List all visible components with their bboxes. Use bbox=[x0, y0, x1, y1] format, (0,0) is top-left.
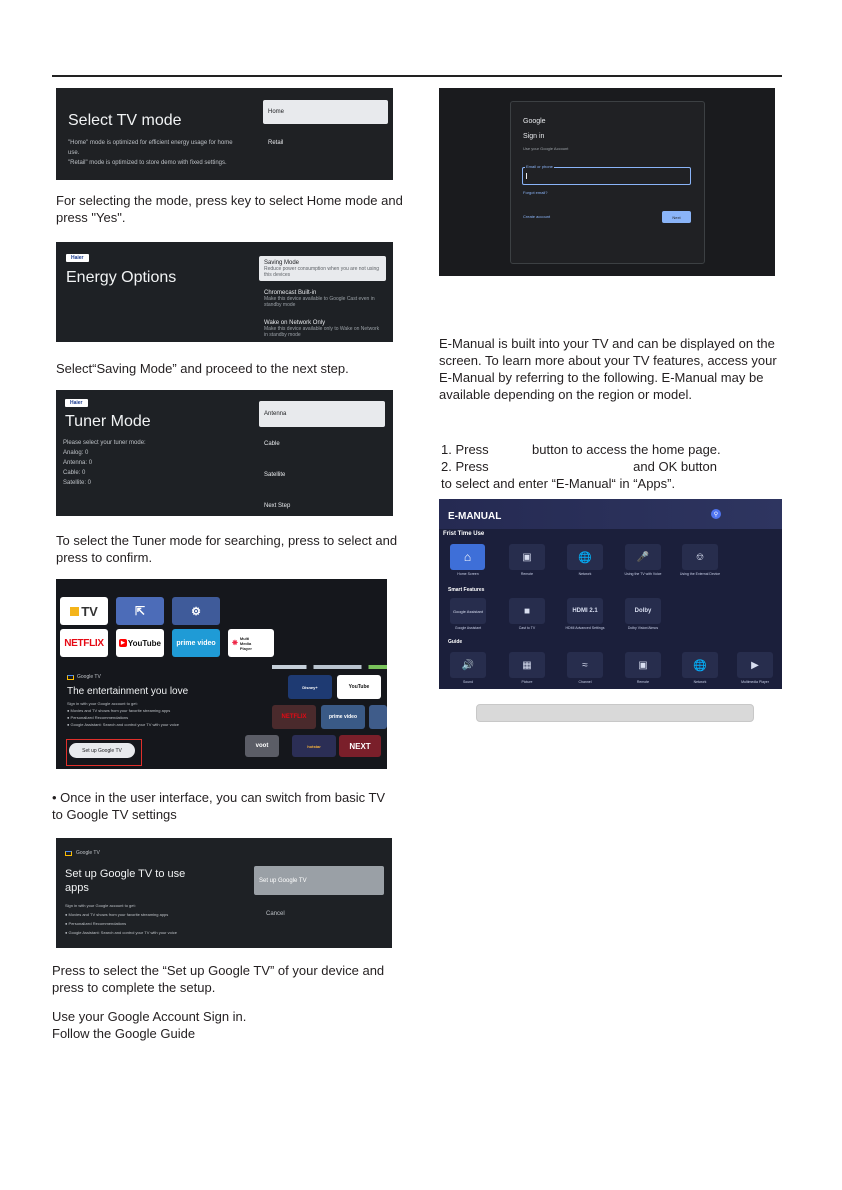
haier-logo: Haier bbox=[65, 399, 88, 407]
sound-label: Sound bbox=[462, 680, 474, 684]
tuner-line-intro: Please select your tuner mode: bbox=[63, 440, 146, 446]
guide-network-label: Network bbox=[693, 680, 707, 684]
setup-badge: Google TV bbox=[76, 850, 100, 856]
channel-icon[interactable]: ≈ bbox=[567, 652, 603, 678]
dolby-icon[interactable] bbox=[625, 598, 661, 624]
tv-mode-desc: "Home" mode is optimized for efficient energy usage for home use. bbox=[68, 140, 233, 156]
setup-bullet-2-text: Personalized Recommendations bbox=[68, 921, 127, 926]
tv-mode-screen bbox=[56, 88, 393, 180]
tuner-line-cable: Cable: 0 bbox=[63, 470, 86, 476]
setup-bullet-1-text: Movies and TV shows from your favorite streaming apps bbox=[68, 912, 169, 917]
channel-label: Channel bbox=[578, 680, 592, 684]
hdmi-badge: HDMI 2.1 bbox=[572, 608, 598, 614]
energy-option-wake[interactable] bbox=[259, 318, 386, 340]
tuner-option-next-step[interactable]: Next Step bbox=[264, 503, 291, 509]
voot-label: voot bbox=[255, 743, 269, 749]
tuner-line-satellite: Satellite: 0 bbox=[63, 480, 92, 486]
tv-mode-option-home[interactable]: Home bbox=[263, 100, 388, 124]
dolby-badge: Dolby bbox=[634, 608, 652, 614]
tuner-line-antenna: Antenna: 0 bbox=[63, 460, 93, 466]
home-screen-label: Home Screen bbox=[457, 572, 479, 576]
google-tv-icon bbox=[67, 675, 74, 680]
setup-bullet-1: ● Movies and TV shows from your favorite streaming apps bbox=[65, 912, 169, 917]
energy-option-saving[interactable] bbox=[259, 256, 386, 281]
tuner-line-analog: Analog: 0 bbox=[63, 450, 89, 456]
voot-poster[interactable] bbox=[245, 735, 279, 757]
settings-tile[interactable] bbox=[172, 597, 220, 625]
hdmi-icon[interactable] bbox=[567, 598, 603, 624]
energy-screen bbox=[56, 242, 393, 342]
home-bullet-2: ● Personalized Recommendations bbox=[67, 715, 129, 720]
energy-option-wake-sub: Make this device available only to Wake on Network in standby mode bbox=[264, 326, 380, 338]
home-caption: • Once in the user interface, you can switch from basic TV to Google TV settings bbox=[52, 790, 386, 822]
disney-poster[interactable] bbox=[288, 675, 332, 699]
remote-icon[interactable]: ▣ bbox=[509, 544, 545, 570]
setup-title: Set up Google TV to use apps bbox=[65, 868, 186, 894]
guide-remote-icon[interactable]: ▣ bbox=[625, 652, 661, 678]
next-poster[interactable] bbox=[339, 735, 381, 757]
netflix-tile[interactable] bbox=[60, 629, 108, 657]
gear-icon: ⚙ bbox=[191, 605, 201, 618]
google-logo-text: Google bbox=[523, 118, 546, 125]
google-assistant-badge: Google Assistant bbox=[452, 608, 484, 614]
email-field-label: Email or phone bbox=[526, 164, 553, 169]
energy-option-saving-label: Saving Mode bbox=[264, 259, 300, 266]
disney-label: Disney+ bbox=[302, 684, 318, 690]
header-rule bbox=[52, 75, 782, 77]
netflix-poster-label: NETFLIX bbox=[281, 714, 307, 720]
home-bullet-1: ● Movies and TV shows from your favorite streaming apps bbox=[67, 708, 171, 713]
hdmi-label: HDMI Advanced Settings bbox=[565, 626, 605, 630]
tv-app-label: TV bbox=[81, 603, 98, 619]
tuner-caption: To select the Tuner mode for searching, press to select and press to confirm. bbox=[56, 533, 398, 565]
sound-icon[interactable]: 🔊 bbox=[450, 652, 486, 678]
home-screen-icon[interactable]: ⌂ bbox=[450, 544, 485, 570]
setup-caption: Press to select the “Set up Google TV” of your device and press to complete the setup. bbox=[52, 963, 385, 995]
tuner-title: Tuner Mode bbox=[65, 413, 151, 430]
home-setup-button[interactable]: Set up Google TV bbox=[69, 743, 135, 758]
forgot-email-link[interactable]: Forgot email? bbox=[523, 190, 548, 195]
email-caret bbox=[526, 173, 527, 179]
input-tile[interactable] bbox=[116, 597, 164, 625]
tuner-option-satellite[interactable]: Satellite bbox=[264, 472, 286, 478]
setup-cancel-option[interactable]: Cancel bbox=[266, 911, 285, 917]
section-guide: Guide bbox=[448, 639, 463, 645]
setup-intro: Sign in with your Google account to get: bbox=[65, 903, 136, 908]
network-label: Network bbox=[578, 572, 592, 576]
emanual-title: E-MANUAL bbox=[448, 511, 502, 522]
setup-bullet-3-text: Google Assistant: Search and control your TV with your voice bbox=[68, 930, 177, 935]
tv-mode-option-retail[interactable]: Retail bbox=[268, 140, 284, 146]
emanual-intro-paragraph: E-Manual is built into your TV and can be displayed on the screen. To learn more about your TV features, access your E-Manual by referring to the following. E-Manual may be available depending on the region or model. bbox=[439, 336, 777, 402]
poster-strip-top bbox=[272, 665, 387, 669]
google-tv-badge: Google TV bbox=[77, 674, 101, 680]
setup-screen bbox=[56, 838, 392, 948]
placeholder-bar bbox=[476, 704, 754, 722]
remote-label: Remote bbox=[520, 572, 534, 576]
youtube-play-icon: ▶ bbox=[121, 640, 125, 646]
prime-poster-label: prime video bbox=[328, 714, 358, 720]
usb-icon[interactable]: ⎊ bbox=[682, 544, 718, 570]
home-bullet-3: ● Google Assistant: Search and control your TV with your voice bbox=[67, 722, 179, 727]
energy-caption: Select“Saving Mode” and proceed to the next step. bbox=[56, 361, 349, 376]
tv-mode-caption: For selecting the mode, press key to select Home mode and press "Yes". bbox=[56, 193, 403, 225]
voice-label: Using the TV with Voice bbox=[624, 572, 662, 576]
guide-network-icon[interactable]: 🌐 bbox=[682, 652, 718, 678]
setup-google-tv-option[interactable]: Set up Google TV bbox=[254, 866, 384, 895]
youtube-poster-label: YouTube bbox=[348, 684, 370, 690]
multimedia-icon[interactable]: ▶ bbox=[737, 652, 773, 678]
multimedia-label: Multimedia Player bbox=[741, 680, 769, 684]
home-bullet-3-text: Google Assistant: Search and control your TV with your voice bbox=[70, 722, 179, 727]
setup-note-signin: Use your Google Account Sign in. bbox=[52, 1009, 247, 1024]
home-bullet-2-text: Personalized Recommendations bbox=[70, 715, 129, 720]
multi-media-icon: ❋ bbox=[232, 640, 238, 647]
multi-media-tile[interactable] bbox=[228, 629, 274, 657]
energy-option-chromecast-sub: Make this device available to Google Cast even in standby mode bbox=[264, 296, 375, 308]
cast-label: Cast to TV bbox=[518, 626, 536, 630]
google-tv-icon bbox=[65, 851, 72, 856]
signin-title: Sign in bbox=[523, 133, 545, 140]
next-button[interactable]: Next bbox=[662, 211, 691, 223]
signin-screen bbox=[439, 88, 775, 276]
section-first-time-use: Frist Time Use bbox=[443, 531, 485, 537]
home-screen bbox=[56, 579, 387, 769]
search-icon[interactable]: ⚲ bbox=[711, 509, 721, 519]
tv-app-tile[interactable] bbox=[60, 597, 108, 625]
hotstar-poster[interactable] bbox=[292, 735, 336, 757]
tv-app-icon bbox=[70, 607, 79, 616]
haier-logo: Haier bbox=[66, 254, 89, 262]
voice-icon[interactable]: 🎤 bbox=[625, 544, 661, 570]
picture-icon[interactable]: ▦ bbox=[509, 652, 545, 678]
network-icon[interactable]: 🌐 bbox=[567, 544, 603, 570]
section-smart-features: Smart Features bbox=[448, 587, 485, 593]
emanual-step-3: to select and enter “E-Manual“ in “Apps”. bbox=[441, 476, 676, 491]
tuner-option-cable[interactable]: Cable bbox=[264, 441, 280, 447]
youtube-label: YouTube bbox=[127, 638, 161, 648]
energy-option-chromecast-label: Chromecast Built-in bbox=[264, 290, 317, 296]
multi-media-label: Multi Media Player bbox=[239, 635, 252, 651]
picture-label: Picture bbox=[521, 680, 533, 684]
emanual-step-2: 2. Press and OK button bbox=[441, 459, 717, 474]
google-assistant-label: Google Assistant bbox=[454, 626, 482, 630]
energy-title: Energy Options bbox=[66, 269, 177, 286]
tv-mode-title: Select TV mode bbox=[68, 112, 182, 129]
google-assistant-icon[interactable] bbox=[450, 598, 486, 624]
create-account-link[interactable]: Create account bbox=[523, 214, 551, 219]
signin-sub: Use your Google Account bbox=[523, 146, 569, 151]
home-intro: Sign in with your Google account to get: bbox=[67, 701, 138, 706]
emanual-step-1: 1. Press button to access the home page. bbox=[441, 442, 721, 457]
youtube-tile[interactable] bbox=[116, 629, 164, 657]
energy-option-saving-sub: Reduce power consumption when you are not using this devices bbox=[264, 265, 380, 278]
youtube-poster[interactable] bbox=[337, 675, 381, 699]
external-device-label: Using the External Device bbox=[679, 572, 721, 576]
tv-mode-desc2: "Retail" mode is optimized to store demo with fixed settings. bbox=[68, 160, 227, 166]
setup-bullet-2: ● Personalized Recommendations bbox=[65, 921, 127, 926]
cast-icon[interactable]: ■ bbox=[509, 598, 545, 624]
hotstar-label: hotstar bbox=[307, 743, 321, 749]
dolby-label: Dolby Vision/Atmos bbox=[627, 626, 659, 630]
prime-video-tile[interactable] bbox=[172, 629, 220, 657]
setup-note-guide: Follow the Google Guide bbox=[52, 1026, 196, 1041]
tuner-screen bbox=[56, 390, 393, 516]
guide-remote-label: Remote bbox=[636, 680, 650, 684]
input-icon: ⇱ bbox=[134, 604, 146, 618]
prime-poster[interactable] bbox=[321, 705, 365, 729]
netflix-poster[interactable] bbox=[272, 705, 316, 729]
prime-video-label: prime video bbox=[176, 639, 216, 647]
tuner-option-antenna[interactable]: Antenna bbox=[259, 401, 385, 427]
home-bullet-1-text: Movies and TV shows from your favorite streaming apps bbox=[70, 708, 171, 713]
next-label: NEXT bbox=[349, 741, 371, 751]
netflix-label: NETFLIX bbox=[64, 637, 104, 649]
setup-bullet-3: ● Google Assistant: Search and control your TV with your voice bbox=[65, 930, 177, 935]
energy-option-wake-label: Wake on Network Only bbox=[264, 320, 326, 326]
emanual-screen bbox=[439, 499, 782, 689]
home-headline: The entertainment you love bbox=[67, 686, 189, 697]
energy-option-chromecast[interactable] bbox=[259, 288, 386, 310]
extra-poster[interactable] bbox=[369, 705, 387, 729]
email-field[interactable] bbox=[522, 167, 691, 185]
